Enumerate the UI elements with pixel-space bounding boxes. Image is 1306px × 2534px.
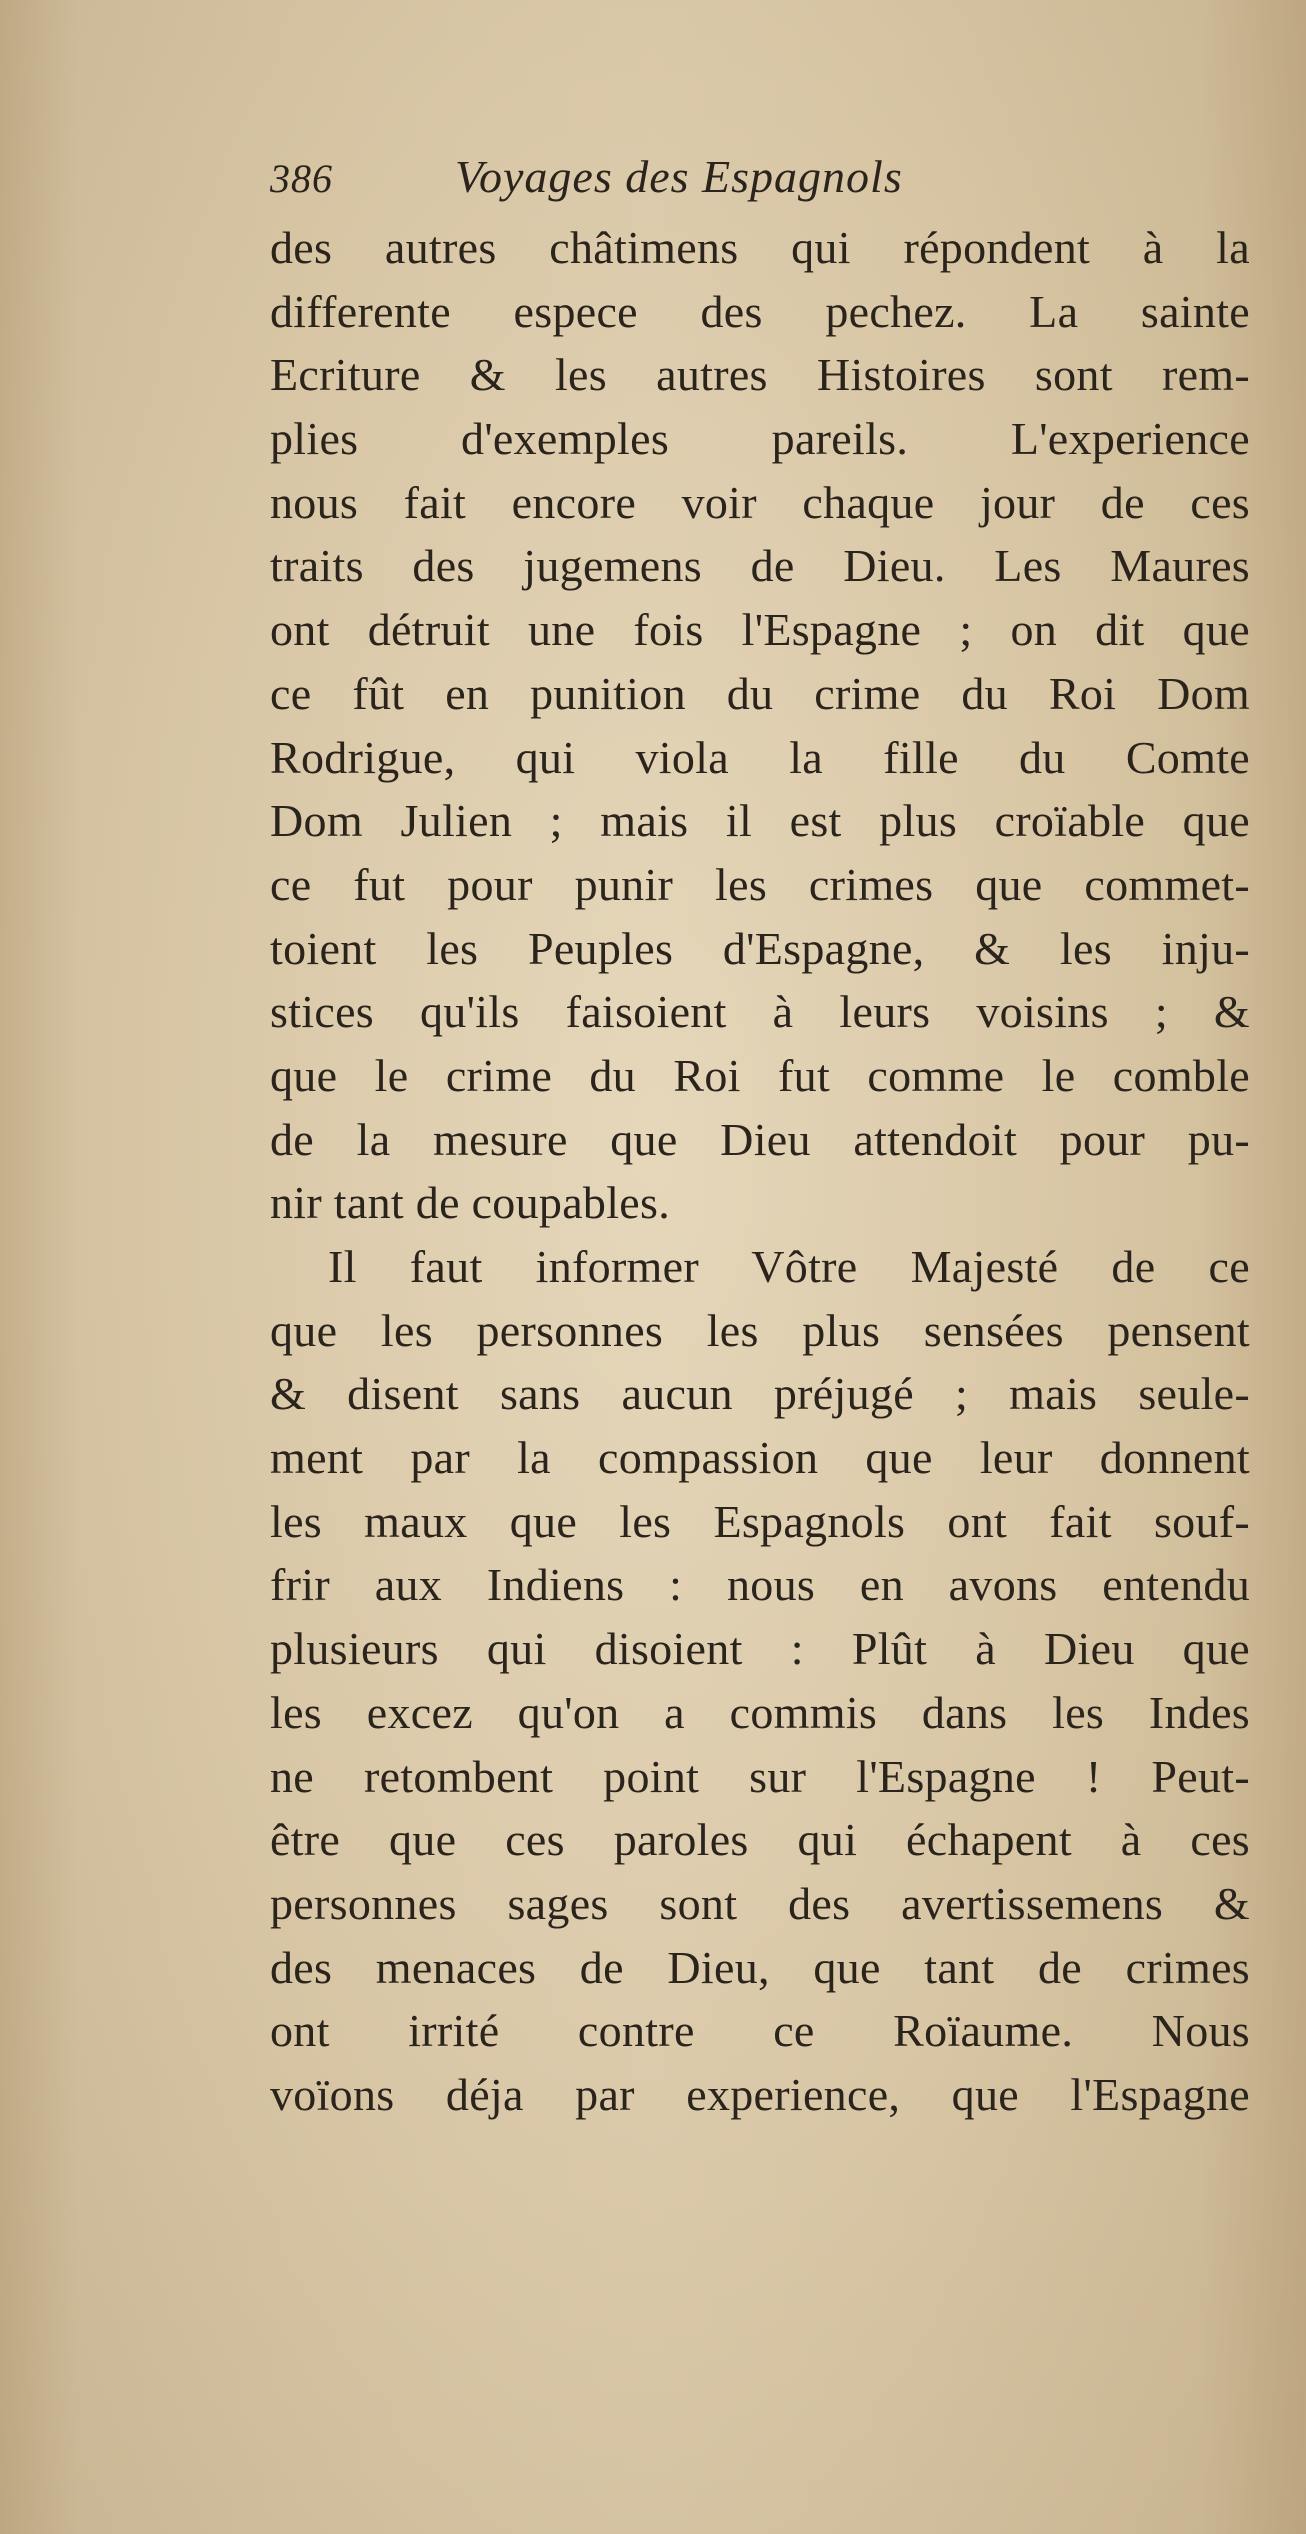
text-line: ont détruit une fois l'Espagne ; on dit que bbox=[270, 604, 1250, 656]
text-line: les excez qu'on a commis dans les Indes bbox=[270, 1686, 1250, 1738]
text-line: que le crime du Roi fut comme le comble bbox=[270, 1049, 1250, 1101]
text-line: des autres châtimens qui répondent à la bbox=[270, 222, 1250, 273]
text-line: differente espece des pechez. La sainte bbox=[270, 285, 1250, 337]
text-line: Ecriture & les autres Histoires sont rem- bbox=[270, 349, 1250, 401]
text-line: les maux que les Espagnols ont fait souf- bbox=[270, 1495, 1250, 1547]
text-line: frir aux Indiens : nous en avons entendu bbox=[270, 1559, 1250, 1611]
running-head: Voyages des Espagnols bbox=[455, 151, 903, 202]
text-line: ce fut pour punir les crimes que commet- bbox=[270, 858, 1250, 910]
paragraph-end-line: nir tant de coupables. bbox=[270, 1177, 671, 1229]
text-block bbox=[270, 150, 1250, 2127]
text-line: ce fût en punition du crime du Roi Dom bbox=[270, 667, 1250, 719]
text-line: que les personnes les plus sensées pensent bbox=[270, 1304, 1250, 1356]
text-line: Rodrigue, qui viola la fille du Comte bbox=[270, 731, 1250, 783]
text-line: traits des jugemens de Dieu. Les Maures bbox=[270, 540, 1250, 592]
text-line: & disent sans aucun préjugé ; mais seule- bbox=[270, 1368, 1250, 1420]
text-line: de la mesure que Dieu attendoit pour pu- bbox=[270, 1113, 1250, 1165]
text-line: voïons déja par experience, que l'Espagne bbox=[270, 2068, 1250, 2120]
text-line: ne retombent point sur l'Espagne ! Peut- bbox=[270, 1750, 1250, 1802]
text-line: ont irrité contre ce Roïaume. Nous bbox=[270, 2005, 1250, 2057]
text-line: plies d'exemples pareils. L'experience bbox=[270, 413, 1250, 465]
page-header bbox=[270, 150, 1250, 214]
text-line: ment par la compassion que leur donnent bbox=[270, 1432, 1250, 1484]
text-line: stices qu'ils faisoient à leurs voisins ; & bbox=[270, 986, 1250, 1038]
paragraph-start-line: Il faut informer Vôtre Majesté de ce bbox=[328, 1241, 1250, 1292]
text-line: toient les Peuples d'Espagne, & les inju- bbox=[270, 922, 1250, 974]
text-line: personnes sages sont des avertissemens & bbox=[270, 1877, 1250, 1929]
text-line: nous fait encore voir chaque jour de ces bbox=[270, 476, 1250, 528]
text-line: Dom Julien ; mais il est plus croïable que bbox=[270, 795, 1250, 847]
page-number: 386 bbox=[270, 156, 333, 201]
text-line: être que ces paroles qui échapent à ces bbox=[270, 1814, 1250, 1866]
text-line: plusieurs qui disoient : Plût à Dieu que bbox=[270, 1623, 1250, 1675]
text-line: des menaces de Dieu, que tant de crimes bbox=[270, 1941, 1250, 1993]
